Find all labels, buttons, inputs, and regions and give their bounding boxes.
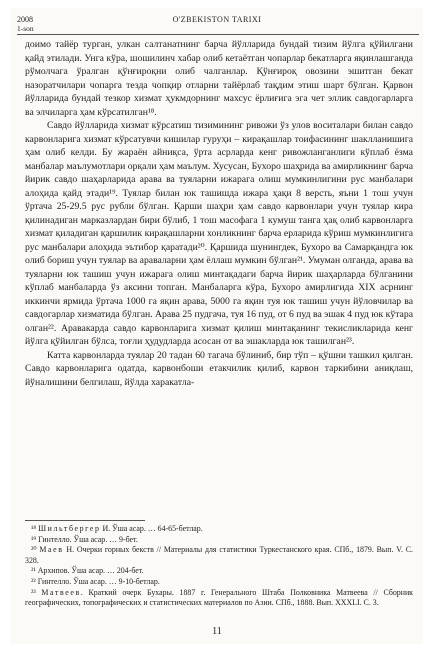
paragraph: доимо тайёр турган, улкан салтанатнинг барча йўлларида бундай тизим йўлга қўйилгани қайд этилади. Унга кўра, шошилинч хабар олиб кетаётган чопарлар бекатларга яқинлашганда рўмолчага ўралган қўнғироқни олиб чалганлар. Қўнғироқ овозини эшитган бекат назоратчилари чопарга тезда чопқир отларни тайёрлаб тақдим этиш шарт бўлган. Қарвон йўлларида бундай тезкор хизмат ҳукмдорнинг махсус ёрлиғига эга чет эллик савдогарларга ва элчиларга ҳам кўрсатилган¹⁸. [25,39,413,118]
footnote-text: . Краткий очерк Бухары. 1887 г. Генерального Штаба Полковника Матвеева // Сборник географических, топографических и статистических материалов по Азии. СПб., 1888. Вып. XXXLI. С. 3. [25,587,413,608]
footnote-number: ²³ [31,587,36,597]
header-issue: 1-son [17,24,34,33]
footnote-number: ¹⁹ [31,534,37,544]
footnote [25,566,413,577]
paragraph: Савдо йўлларида хизмат кўрсатиш тизимининг ривожи ўз улов воситалари билан савдо карвонларига хизмат кўрсатувчи кишилар гуруҳи – кирақашлар тоифасининг шаклланишига ҳам олиб келди. Бу жараён айниқса, ўрта асрларда кенг ривожланганлиги кўплаб ёзма манбалар маълумотлари орқали ҳам маълум. Хусусан, Бухоро шаҳрида ва амирликнинг барча йирик савдо шаҳарларида арава ва туяларни ижарага олиш мумкинлигини рус манбалари алоҳида қайд этади¹⁹. Туялар билан юк ташишда ижара ҳақи 8 версть, яъни 1 тош учун ўртача 25-29.5 рус рубли бўлган. Қарши шаҳри ҳам савдо карвонлари учун туялар кира қилинадиган марказлардан бири бўлиб, 1 тош масофага 1 кумуш танга ҳақ олиб карвонларга хизмат қиладиган қаршилик кирақашларни хонликнинг барча ерларида кўриш мумкинлигига рус манбалари алоҳида эътибор қаратади²⁰. Қаршида шунингдек, Бухоро ва Самарқандга юк олиб бориш учун туялар ва араваларни ҳам ёллаш мумкин бўлган²¹. Умуман олганда, арава ва туяларни юк ташиш учун ижарага олиш минтақадаги барча йирик шаҳарларда бўлганини кўплаб манбаларда ўз аксини топган. Манбаларга кўра, Бухоро амирлигида XIX асрнинг иккинчи ярмида ўртача 1000 га яқин арава, 5000 га яқин туя юк ташиш учун йўловчилар ва савдогарлар хизматида бўлган. Арава 25 пудгача, туя 16 пуд, от 6 пуд ва эшак 4 пуд юк кўтара олган²². Аравакарда савдо карвонларига хизмат қилиш минтақанинг текисликларида кенг йўлга қўйилган бўлса, тоғли ҳудудларда асосан от ва эшакларда юк ташилган²³. [25,120,414,347]
footnote-number: ²¹ [31,566,36,576]
footnote [25,535,413,546]
footnote-number: ²² [31,576,36,586]
page-number: 11 [212,626,222,637]
article-body [25,38,413,389]
footnote-text: Н. Очерки горных бекств // Материалы для статистики Туркестанского края. СПб., 1879. Вып. V. С. 328. [25,545,413,565]
footnote-number: ¹⁸ [31,524,37,533]
footnote-author: Маев [39,545,64,555]
journal-title: O'ZBEKISTON TARIXI [172,15,262,24]
document-page [11,8,423,644]
footnote-text: Архипов. Ўша асар. … 204-бет. [37,566,144,576]
footnote [25,577,413,588]
paragraph: Катта карвонларда туялар 20 тадан 60 тагача бўлиниб, бир тўп – қўшни ташкил қилган. Савдо карвонларига одатда, карвонбоши етакчилик қилиб, карвон таркибини аниқлаш, йўналишини белгилаш, йўлда харакатла- [25,349,413,388]
footnote-author: Матвеев [41,587,81,597]
header-year: 2008 [17,15,33,24]
footnote-text: Гинтелло. Ўша асар. … 9-бет. [38,534,138,544]
footnote-number: ²⁰ [31,545,37,555]
header-rule [17,34,419,35]
footnotes [25,524,413,609]
footnote [25,524,413,535]
footnote-text: И. Ўша асар. … 64-65-бетлар. [102,524,203,533]
footnote-author: Шильтбергер [38,524,101,533]
footnote [25,588,413,609]
footnote [25,545,413,566]
footnote-text: Гинтелло. Ўша асар. … 9-10-бетлар. [37,576,160,586]
footnote-rule [25,520,145,521]
